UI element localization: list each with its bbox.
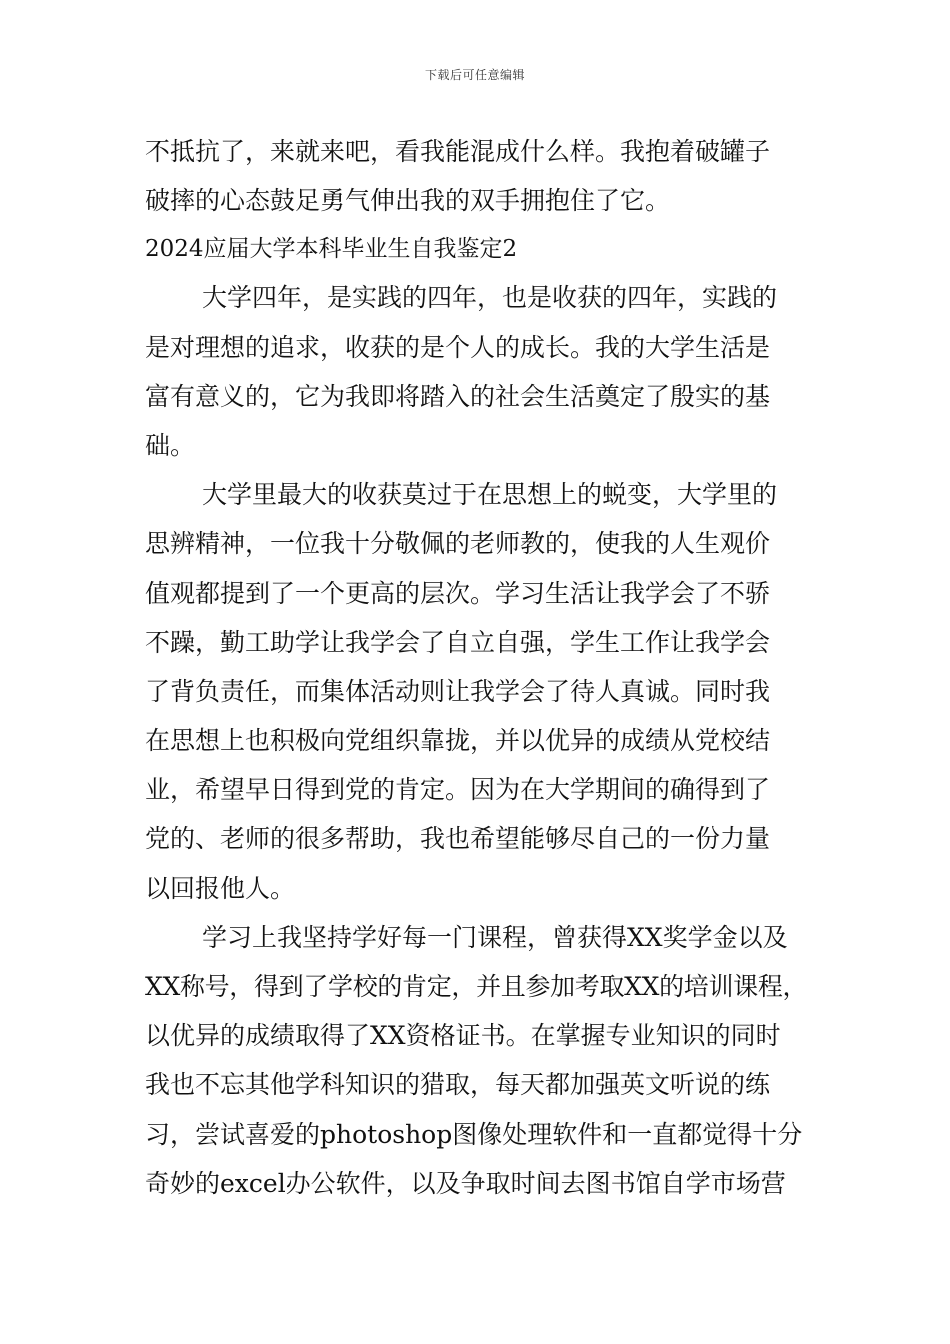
text-line: 大学里最大的收获莫过于在思想上的蜕变，大学里的 [202,480,778,510]
text-line: 破摔的心态鼓足勇气伸出我的双手拥抱住了它。 [145,186,671,216]
text-line: 富有意义的，它为我即将踏入的社会生活奠定了殷实的基 [145,381,771,411]
text-line: 党的、老师的很多帮助，我也希望能够尽自己的一份力量 [145,824,771,854]
text-line: 业，希望早日得到党的肯定。因为在大学期间的确得到了 [145,775,771,805]
text-line: 思辨精神，一位我十分敬佩的老师教的，使我的人生观价 [145,529,771,559]
document-body [145,127,807,1208]
text-line: 学习上我坚持学好每一门课程，曾获得XX奖学金以及 [202,922,788,952]
text-line: 在思想上也积极向党组织靠拢，并以优异的成绩从党校结 [145,726,771,756]
page-header-note: 下载后可任意编辑 [424,68,525,82]
text-line: 以回报他人。 [145,873,296,903]
text-line: 础。 [145,430,196,460]
text-line: 是对理想的追求，收获的是个人的成长。我的大学生活是 [145,332,771,362]
text-line: 奇妙的excel办公软件，以及争取时间去图书馆自学市场营 [145,1168,786,1198]
text-line: XX称号，得到了学校的肯定，并且参加考取XX的培训课程， [145,972,808,1001]
text-line: 了背负责任，而集体活动则让我学会了待人真诚。同时我 [145,676,771,706]
text-line: 习，尝试喜爱的photoshop图像处理软件和一直都觉得十分 [145,1119,803,1149]
section-heading: 2024应届大学本科毕业生自我鉴定2 [145,236,518,263]
text-line: 我也不忘其他学科知识的猎取，每天都加强英文听说的练 [145,1070,771,1100]
text-line: 值观都提到了一个更高的层次。学习生活让我学会了不骄 [145,578,771,608]
text-line: 不躁，勤工助学让我学会了自立自强，学生工作让我学会 [145,627,771,657]
text-line: 大学四年，是实践的四年，也是收获的四年，实践的 [202,283,778,313]
text-line: 不抵抗了，来就来吧，看我能混成什么样。我抱着破罐子 [145,137,771,166]
text-line: 以优异的成绩取得了XX资格证书。在掌握专业知识的同时 [145,1021,781,1051]
